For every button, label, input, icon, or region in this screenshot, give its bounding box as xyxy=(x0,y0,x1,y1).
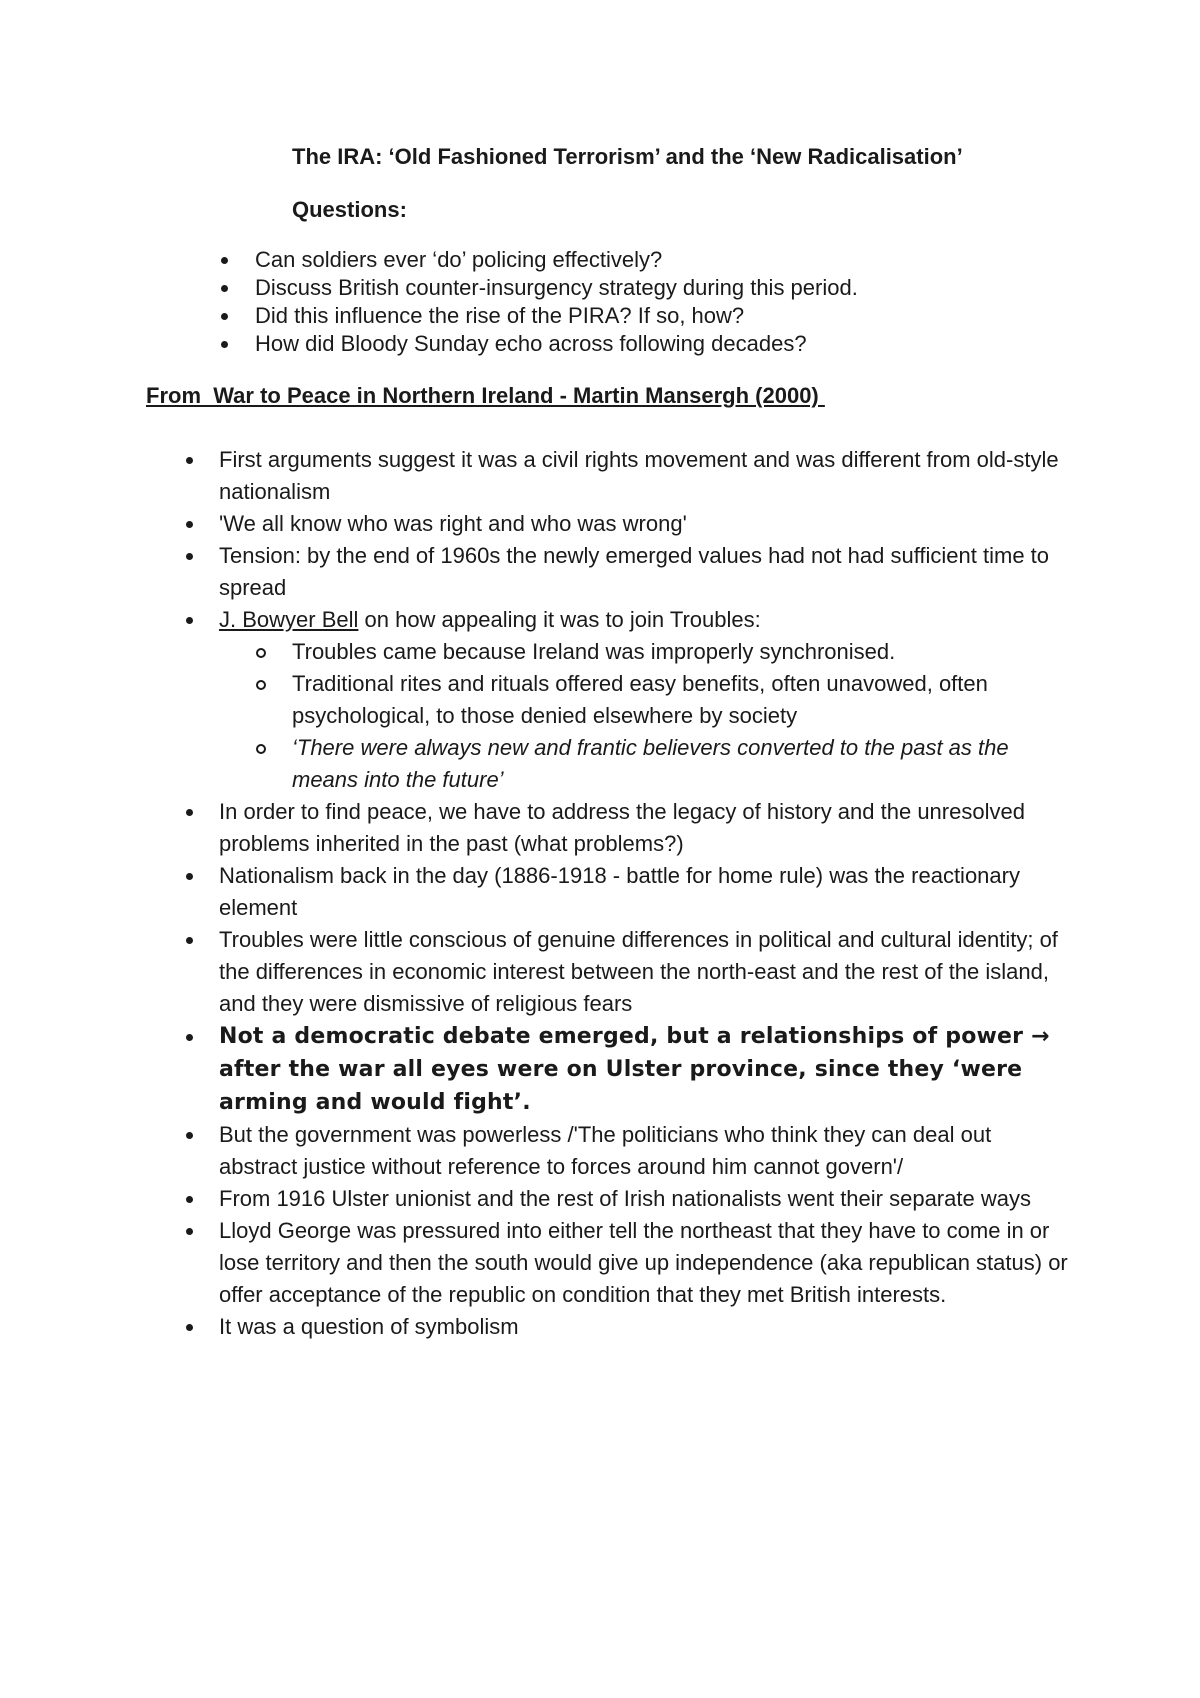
note-item xyxy=(219,540,1069,604)
bullet-icon xyxy=(186,873,193,880)
note-text: Tension: by the end of 1960s the newly emerged values had not had sufficient time to spread xyxy=(219,543,1050,600)
note-item xyxy=(219,508,1069,540)
hollow-bullet-icon xyxy=(256,648,266,658)
note-text: In order to find peace, we have to address the legacy of history and the unresolved problems inherited in the past (what problems?) xyxy=(219,799,1025,856)
source-heading: From War to Peace in Northern Ireland - Martin Mansergh (2000) xyxy=(146,383,825,408)
note-item xyxy=(219,924,1069,1020)
note-text: Lloyd George was pressured into either tell the northeast that they have to come in or lose territory and then the south would give up independence (aka republican status) or offer acceptance of the republic on condition that they met British interests. xyxy=(219,1218,1068,1307)
note-item xyxy=(219,796,1069,860)
question-item xyxy=(255,330,858,358)
question-item xyxy=(255,246,858,274)
note-item xyxy=(219,604,1069,796)
quote-text: ‘There were always new and frantic believers converted to the past as the means into the future’ xyxy=(292,735,1009,792)
question-text: Can soldiers ever ‘do’ policing effectively? xyxy=(255,247,663,272)
bullet-icon xyxy=(186,617,193,624)
note-item xyxy=(219,1119,1069,1183)
sub-item xyxy=(292,732,1069,796)
note-text: Troubles were little conscious of genuine differences in political and cultural identity; of the differences in economic interest between the north-east and the rest of the island, and they were dismissive of religious fears xyxy=(219,927,1058,1016)
note-text: It was a question of symbolism xyxy=(219,1314,519,1339)
bullet-icon xyxy=(186,521,193,528)
sub-item xyxy=(292,636,1069,668)
sub-text: Traditional rites and rituals offered easy benefits, often unavowed, often psychological, to those denied elsewhere by society xyxy=(292,671,988,728)
note-text: Nationalism back in the day (1886-1918 - battle for home rule) was the reactionary element xyxy=(219,863,1020,920)
note-item xyxy=(219,1183,1069,1215)
note-item xyxy=(219,860,1069,924)
bullet-icon xyxy=(186,1196,193,1203)
bullet-icon xyxy=(186,809,193,816)
bullet-icon xyxy=(186,937,193,944)
bullet-icon xyxy=(186,1132,193,1139)
bullet-icon xyxy=(186,1034,193,1041)
note-text: From 1916 Ulster unionist and the rest of Irish nationalists went their separate ways xyxy=(219,1186,1031,1211)
notes-list xyxy=(219,444,1069,1343)
question-text: Discuss British counter-insurgency strategy during this period. xyxy=(255,275,858,300)
note-text: But the government was powerless /'The politicians who think they can deal out abstract justice without reference to forces around him cannot govern'/ xyxy=(219,1122,992,1179)
author-link[interactable]: J. Bowyer Bell xyxy=(219,607,359,632)
question-text: How did Bloody Sunday echo across following decades? xyxy=(255,331,807,356)
bullet-icon xyxy=(186,553,193,560)
bullet-icon xyxy=(186,457,193,464)
bullet-icon xyxy=(221,285,228,292)
question-text: Did this influence the rise of the PIRA? If so, how? xyxy=(255,303,745,328)
hollow-bullet-icon xyxy=(256,680,266,690)
note-item xyxy=(219,1215,1069,1311)
hollow-bullet-icon xyxy=(256,744,266,754)
note-item xyxy=(219,1311,1069,1343)
bullet-icon xyxy=(221,313,228,320)
question-item xyxy=(255,302,858,330)
document-title: The IRA: ‘Old Fashioned Terrorism’ and the ‘New Radicalisation’ xyxy=(292,144,963,169)
sub-item xyxy=(292,668,1069,732)
note-text: on how appealing it was to join Troubles: xyxy=(358,607,761,632)
sub-list xyxy=(219,636,1069,796)
questions-heading: Questions: xyxy=(292,197,407,222)
note-text-bold: Not a democratic debate emerged, but a relationships of power → after the war all eyes were on Ulster province, since they ‘were arming and would fight’. xyxy=(219,1024,1050,1115)
bullet-icon xyxy=(221,341,228,348)
bullet-icon xyxy=(186,1324,193,1331)
note-text: 'We all know who was right and who was wrong' xyxy=(219,511,687,536)
note-item-emphasized xyxy=(219,1020,1069,1119)
questions-list xyxy=(255,246,858,358)
sub-text: Troubles came because Ireland was improperly synchronised. xyxy=(292,639,896,664)
bullet-icon xyxy=(221,257,228,264)
note-text: First arguments suggest it was a civil rights movement and was different from old-style nationalism xyxy=(219,447,1059,504)
bullet-icon xyxy=(186,1228,193,1235)
note-item xyxy=(219,444,1069,508)
question-item xyxy=(255,274,858,302)
